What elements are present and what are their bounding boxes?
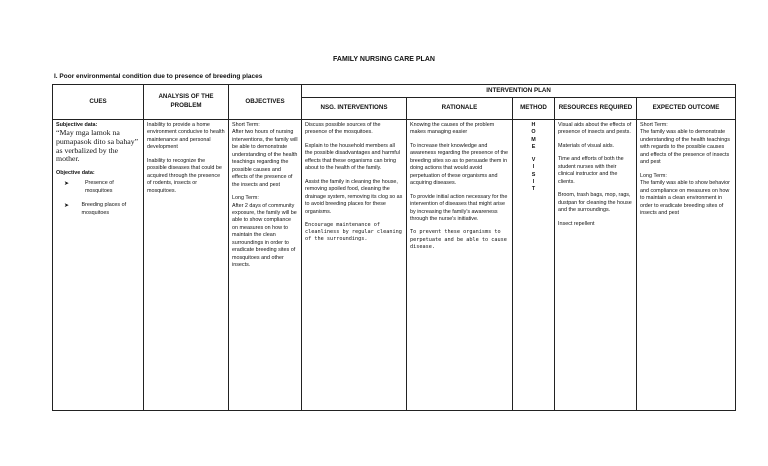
header-row-1	[53, 85, 736, 98]
intervention-text-4: Encourage maintenance of cleanliness by regular cleaning of the surroundings.	[305, 221, 402, 243]
long-term-text: The family was able to show behavior and compliance on measures on how to maintain a clean environment in order to eradicate breeding sites of insects and pest	[640, 180, 730, 216]
care-plan-table	[52, 84, 736, 411]
objective-label: Objective data:	[56, 169, 95, 176]
method-letter: V	[531, 157, 536, 164]
method-letter: T	[531, 186, 536, 193]
analysis-text-2: Inability to recognize the possible diseases that could be acquired through the presence of rodents, insects or mosquitoes.	[147, 157, 222, 194]
intervention-text-3: Assist the family in cleaning the house, removing spoiled food, cleaning the drainage system, removing its clog so as to avoid breeding places for these organisms.	[305, 178, 403, 215]
header-rationale: RATIONALE	[407, 98, 513, 120]
rationale-text-4: To prevent these organisms to perpetuate and be able to cause disease.	[410, 229, 507, 250]
rationale-text-2: To increase their knowledge and awareness regarding the presence of the breeding sites so as to persuade them in doing actions that would avoid perpetuation of these organisms and acquiring diseases.	[410, 142, 508, 187]
resource-text-5: Insect repellent	[558, 220, 595, 227]
header-nsg-interventions: NSG. INTERVENTIONS	[302, 98, 407, 120]
header-expected-outcome: EXPECTED OUTCOME	[637, 98, 736, 120]
subjective-label: Subjective data:	[56, 122, 98, 128]
objective-item: Breeding places of mosquitoes	[81, 202, 127, 216]
intervention-text-1: Discuss possible sources of the presence of the mosquitoes.	[305, 122, 381, 136]
short-term-label: Short Term:	[232, 122, 260, 128]
header-method: METHOD	[513, 98, 555, 120]
objective-item: Presence of mosquitoes	[84, 180, 114, 194]
method-letter: S	[531, 171, 536, 178]
intervention-text-2: Explain to the household members all the possible disadvantages and harmful effects that these organisms can bring about to the health of the family.	[305, 142, 400, 172]
analysis-cell	[144, 120, 229, 411]
header-cues: CUES	[53, 85, 144, 120]
header-intervention-plan: INTERVENTION PLAN	[302, 85, 736, 98]
resource-text-1: Visual aids about the effects of presence of insects and pests.	[558, 122, 632, 136]
header-objectives: OBJECTIVES	[229, 85, 302, 120]
long-term-text: After 2 days of community exposure, the family will be able to show compliance on measures on how to maintain the clean surroundings in order to eradicate breeding sites of mosquitoes and other insects.	[232, 202, 297, 269]
rationale-cell	[407, 120, 513, 411]
short-term-text: The family was able to demonstrate understanding of the health teachings with regards to the possible causes and effects of the presence of insects and pest	[640, 129, 730, 166]
arrow-bullet-icon: ➤	[64, 203, 70, 210]
method-letter: O	[531, 129, 536, 136]
resource-text-3: Time and efforts of both the student nurses with their clinical instructor and the clients.	[558, 156, 624, 185]
document-title: FAMILY NURSING CARE PLAN	[333, 56, 435, 63]
method-letter: E	[531, 143, 536, 150]
long-term-label: Long Term:	[640, 172, 667, 179]
resource-text-2: Materials of visual aids.	[558, 142, 615, 149]
method-letter: H	[531, 122, 536, 128]
expected-outcome-cell	[637, 120, 736, 411]
method-letter: I	[532, 179, 535, 186]
resources-cell	[555, 120, 637, 411]
problem-heading: I. Poor environmental condition due to presence of breeding places	[54, 73, 263, 80]
method-letter: M	[531, 136, 536, 143]
arrow-bullet-icon: ➤	[64, 181, 70, 188]
resource-text-4: Broom, trash bags, mop, rags, dustpan for cleaning the house and the surroundings.	[558, 192, 632, 214]
method-letter: I	[532, 164, 535, 171]
objective-list	[56, 180, 140, 217]
interventions-cell	[302, 120, 407, 411]
subjective-quote: “May mga lamok na pumapasok dito sa bahay” as verbalized by the mother.	[56, 128, 139, 164]
analysis-text-1: Inability to provide a home environment conducive to health maintenance and personal development	[147, 122, 225, 151]
table-row	[53, 120, 736, 411]
objectives-cell	[229, 120, 302, 411]
list-item	[56, 202, 140, 217]
header-analysis: ANALYSIS OF THE PROBLEM	[144, 85, 229, 120]
short-term-text: After two hours of nursing interventions, the family will be able to demonstrate understanding of the health teachings regarding the possible causes and effects of the presence of the insects and pest	[232, 129, 298, 188]
rationale-text-3: To provide initial action necessary for the intervention of diseases that might arise by increasing the family's awareness through the nurse's initiative.	[410, 193, 508, 222]
short-term-label: Short Term:	[640, 122, 668, 128]
rationale-text-1: Knowing the causes of the problem makes managing easier	[410, 122, 495, 136]
method-cell	[513, 120, 555, 411]
cues-cell	[53, 120, 144, 411]
header-resources: RESOURCES REQUIRED	[555, 98, 637, 120]
list-item	[56, 180, 140, 195]
long-term-label: Long Term:	[232, 195, 259, 202]
